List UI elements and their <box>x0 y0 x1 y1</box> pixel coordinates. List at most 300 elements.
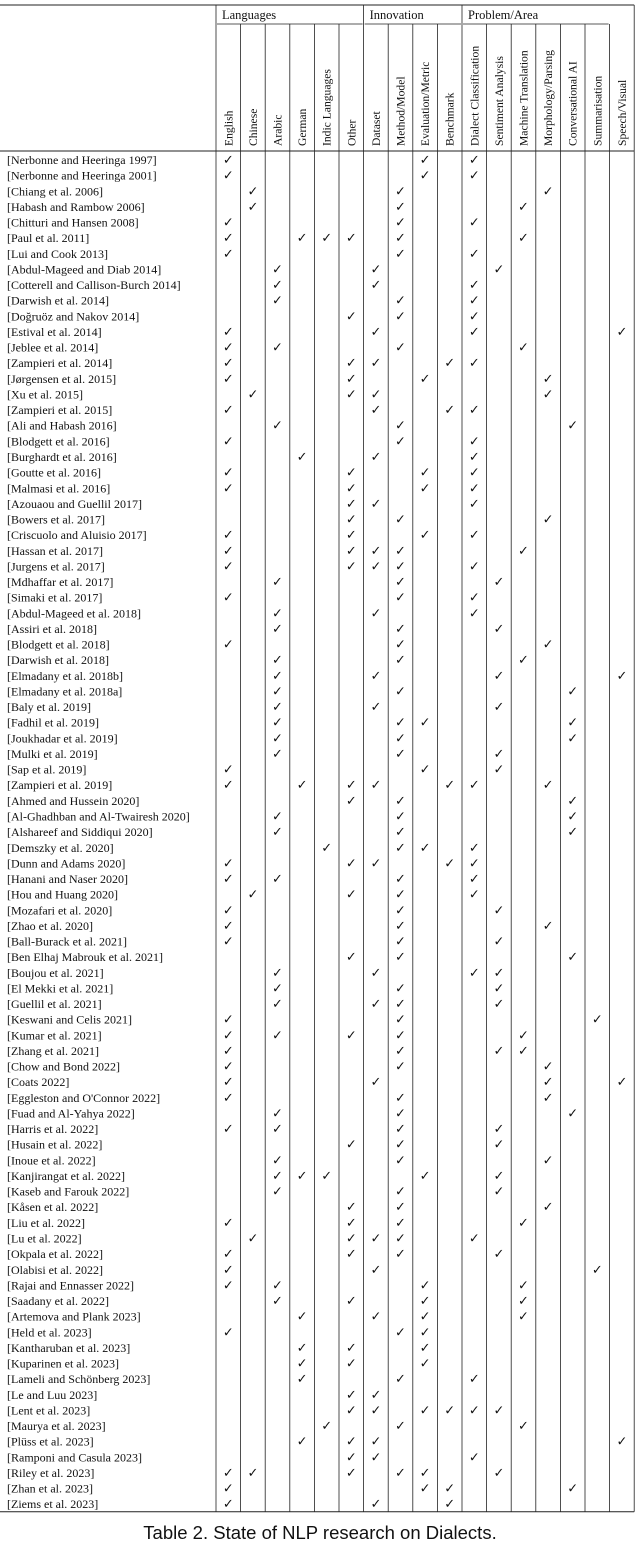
check-mark: ✓ <box>395 590 406 606</box>
row-reference: [Lent et al. 2023] <box>7 1403 91 1418</box>
check-mark: ✓ <box>444 1481 456 1497</box>
group-header-1: Innovation <box>369 8 424 22</box>
check-mark: ✓ <box>395 825 406 841</box>
check-mark: ✓ <box>542 918 554 934</box>
check-mark: ✓ <box>272 809 283 825</box>
check-mark: ✓ <box>395 246 406 262</box>
check-mark: ✓ <box>296 1356 308 1372</box>
check-mark: ✓ <box>468 153 480 169</box>
check-mark: ✓ <box>222 1028 234 1044</box>
row-reference: [Dunn and Adams 2020] <box>7 856 126 871</box>
row-reference: [Demszky et al. 2020] <box>7 840 114 855</box>
check-mark: ✓ <box>468 215 480 231</box>
check-mark: ✓ <box>222 1059 234 1075</box>
check-mark: ✓ <box>468 590 480 606</box>
check-mark: ✓ <box>468 606 480 622</box>
row-reference: [Chow and Bond 2022] <box>7 1059 120 1074</box>
row-reference: [Zhan et al. 2023] <box>7 1481 93 1496</box>
row-reference: [Zampieri et al. 2015] <box>7 403 113 418</box>
check-mark: ✓ <box>542 387 554 403</box>
check-mark: ✓ <box>493 668 505 684</box>
check-mark: ✓ <box>591 1262 603 1278</box>
check-mark: ✓ <box>272 746 283 762</box>
check-mark: ✓ <box>395 731 406 747</box>
row-reference: [Chiang et al. 2006] <box>7 184 103 199</box>
row-reference: [Coats 2022] <box>7 1075 70 1090</box>
check-mark: ✓ <box>591 1012 603 1028</box>
row-reference: [Lui and Cook 2013] <box>7 246 108 261</box>
check-mark: ✓ <box>395 1200 406 1216</box>
check-mark: ✓ <box>444 778 456 794</box>
check-mark: ✓ <box>542 637 554 653</box>
check-mark: ✓ <box>222 168 234 184</box>
check-mark: ✓ <box>296 778 308 794</box>
check-mark: ✓ <box>419 465 431 481</box>
row-reference: [Assiri et al. 2018] <box>7 621 97 636</box>
check-mark: ✓ <box>419 1481 431 1497</box>
check-mark: ✓ <box>272 293 283 309</box>
group-header-0: Languages <box>222 8 277 22</box>
check-mark: ✓ <box>370 1231 382 1247</box>
column-header: Morphology/Parsing <box>542 50 556 146</box>
check-mark: ✓ <box>493 762 505 778</box>
check-mark: ✓ <box>419 1309 431 1325</box>
check-mark: ✓ <box>345 887 357 903</box>
check-mark: ✓ <box>345 1434 357 1450</box>
check-mark: ✓ <box>444 1497 456 1513</box>
check-mark: ✓ <box>468 403 480 419</box>
check-mark: ✓ <box>395 872 406 888</box>
check-mark: ✓ <box>222 590 234 606</box>
check-mark: ✓ <box>247 199 259 215</box>
check-mark: ✓ <box>542 1075 554 1091</box>
check-mark: ✓ <box>345 1231 357 1247</box>
check-mark: ✓ <box>272 1028 283 1044</box>
row-reference: [Riley et al. 2023] <box>7 1465 95 1480</box>
check-mark: ✓ <box>395 434 406 450</box>
check-mark: ✓ <box>468 1231 480 1247</box>
check-mark: ✓ <box>542 1200 554 1216</box>
check-mark: ✓ <box>370 700 382 716</box>
row-reference: [Criscuolo and Aluisio 2017] <box>7 528 147 543</box>
check-mark: ✓ <box>247 184 259 200</box>
check-mark: ✓ <box>272 1168 283 1184</box>
check-mark: ✓ <box>518 1215 529 1231</box>
check-mark: ✓ <box>395 512 406 528</box>
check-mark: ✓ <box>493 262 505 278</box>
row-reference: [Fuad and Al-Yahya 2022] <box>7 1106 135 1121</box>
check-mark: ✓ <box>370 1450 382 1466</box>
check-mark: ✓ <box>395 1059 406 1075</box>
check-mark: ✓ <box>395 215 406 231</box>
check-mark: ✓ <box>345 496 357 512</box>
row-reference: [Joukhadar et al. 2019] <box>7 731 118 746</box>
check-mark: ✓ <box>272 715 283 731</box>
check-mark: ✓ <box>419 715 431 731</box>
check-mark: ✓ <box>419 1325 431 1341</box>
check-mark: ✓ <box>272 278 283 294</box>
check-mark: ✓ <box>468 1372 480 1388</box>
check-mark: ✓ <box>272 1184 283 1200</box>
check-mark: ✓ <box>345 1247 357 1263</box>
row-reference: [Darwish et al. 2014] <box>7 293 109 308</box>
check-mark: ✓ <box>616 1075 628 1091</box>
check-mark: ✓ <box>419 1356 431 1372</box>
check-mark: ✓ <box>345 778 357 794</box>
row-reference: [Ben Elhaj Mabrouk et al. 2021] <box>7 950 163 965</box>
check-mark: ✓ <box>345 559 357 575</box>
check-mark: ✓ <box>419 1294 431 1310</box>
check-mark: ✓ <box>222 1497 234 1513</box>
row-reference: [Burghardt et al. 2016] <box>7 450 117 464</box>
row-reference: [Zhang et al. 2021] <box>7 1043 99 1058</box>
check-mark: ✓ <box>419 153 431 169</box>
check-mark: ✓ <box>395 887 406 903</box>
check-mark: ✓ <box>395 559 406 575</box>
check-mark: ✓ <box>493 981 505 997</box>
check-mark: ✓ <box>222 481 234 497</box>
column-header: Conversational AI <box>566 61 580 146</box>
check-mark: ✓ <box>272 621 283 637</box>
check-mark: ✓ <box>345 1403 357 1419</box>
row-reference: [Azouaou and Guellil 2017] <box>7 496 142 511</box>
check-mark: ✓ <box>493 965 505 981</box>
check-mark: ✓ <box>468 872 480 888</box>
check-mark: ✓ <box>567 715 579 731</box>
row-reference: [Ramponi and Casula 2023] <box>7 1450 142 1465</box>
check-mark: ✓ <box>493 934 505 950</box>
check-mark: ✓ <box>370 1434 382 1450</box>
check-mark: ✓ <box>419 840 431 856</box>
check-mark: ✓ <box>518 543 529 559</box>
check-mark: ✓ <box>222 215 234 231</box>
row-reference: [Alshareef and Siddiqui 2020] <box>7 825 153 840</box>
check-mark: ✓ <box>493 1184 505 1200</box>
check-mark: ✓ <box>518 653 529 669</box>
check-mark: ✓ <box>370 606 382 622</box>
check-mark: ✓ <box>345 1340 357 1356</box>
check-mark: ✓ <box>395 1465 406 1481</box>
row-reference: [Keswani and Celis 2021] <box>7 1012 132 1027</box>
check-mark: ✓ <box>468 450 480 465</box>
row-reference: [Doğruöz and Nakov 2014] <box>7 309 140 324</box>
check-mark: ✓ <box>272 700 283 716</box>
row-reference: [Plüss et al. 2023] <box>7 1434 94 1449</box>
check-mark: ✓ <box>222 403 234 419</box>
check-mark: ✓ <box>370 965 382 981</box>
check-mark: ✓ <box>567 684 579 700</box>
column-header: Sentiment Analysis <box>492 56 506 146</box>
check-mark: ✓ <box>345 231 357 247</box>
check-mark: ✓ <box>222 1012 234 1028</box>
check-mark: ✓ <box>222 231 234 247</box>
row-reference: [Bowers et al. 2017] <box>7 512 105 527</box>
check-mark: ✓ <box>222 340 234 356</box>
check-mark: ✓ <box>395 1247 406 1263</box>
check-mark: ✓ <box>272 418 283 434</box>
row-reference: [Maurya et al. 2023] <box>7 1419 106 1434</box>
check-mark: ✓ <box>419 528 431 544</box>
check-mark: ✓ <box>395 934 406 950</box>
check-mark: ✓ <box>370 778 382 794</box>
row-reference: [Ziems et al. 2023] <box>7 1497 99 1512</box>
row-reference: [Jørgensen et al. 2015] <box>7 371 117 386</box>
row-reference: [Nerbonne and Heeringa 1997] <box>7 153 157 168</box>
check-mark: ✓ <box>247 1231 259 1247</box>
check-mark: ✓ <box>222 778 234 794</box>
check-mark: ✓ <box>272 684 283 700</box>
check-mark: ✓ <box>395 903 406 919</box>
check-mark: ✓ <box>272 965 283 981</box>
check-mark: ✓ <box>518 340 529 356</box>
check-mark: ✓ <box>370 668 382 684</box>
check-mark: ✓ <box>567 950 579 966</box>
check-mark: ✓ <box>468 887 480 903</box>
column-header: Benchmark <box>443 92 457 146</box>
check-mark: ✓ <box>247 387 259 403</box>
row-reference: [Husain et al. 2022] <box>7 1137 103 1152</box>
check-mark: ✓ <box>468 324 480 340</box>
check-mark: ✓ <box>468 168 480 184</box>
row-reference: [Kantharuban et al. 2023] <box>7 1340 131 1355</box>
check-mark: ✓ <box>272 981 283 997</box>
row-reference: [Zampieri et al. 2019] <box>7 778 113 793</box>
check-mark: ✓ <box>395 1106 406 1122</box>
check-mark: ✓ <box>272 1278 283 1294</box>
check-mark: ✓ <box>222 1465 234 1481</box>
column-header: Dialect Classification <box>468 45 482 146</box>
row-reference: [Baly et al. 2019] <box>7 700 91 715</box>
check-mark: ✓ <box>345 371 357 387</box>
check-mark: ✓ <box>370 496 382 512</box>
check-mark: ✓ <box>222 1122 234 1138</box>
row-reference: [Blodgett et al. 2018] <box>7 637 110 652</box>
row-reference: [Elmadany et al. 2018a] <box>7 684 123 699</box>
check-mark: ✓ <box>345 1387 357 1403</box>
column-header: Summarisation <box>591 75 605 146</box>
check-mark: ✓ <box>468 356 480 372</box>
check-mark: ✓ <box>296 1309 308 1325</box>
check-mark: ✓ <box>567 1106 579 1122</box>
check-mark: ✓ <box>395 1043 406 1059</box>
check-mark: ✓ <box>395 637 406 653</box>
check-mark: ✓ <box>567 809 579 825</box>
row-reference: [Rajai and Ennasser 2022] <box>7 1278 134 1293</box>
check-mark: ✓ <box>395 840 406 856</box>
row-reference: [Goutte et al. 2016] <box>7 465 101 480</box>
check-mark: ✓ <box>222 528 234 544</box>
check-mark: ✓ <box>468 559 480 575</box>
row-reference: [Abdul-Mageed et al. 2018] <box>7 606 141 621</box>
check-mark: ✓ <box>395 809 406 825</box>
row-reference: [Paul et al. 2011] <box>7 231 90 246</box>
check-mark: ✓ <box>395 1231 406 1247</box>
check-mark: ✓ <box>493 1122 505 1138</box>
check-mark: ✓ <box>345 387 357 403</box>
group-header-2: Problem/Area <box>468 8 539 22</box>
check-mark: ✓ <box>222 1247 234 1263</box>
check-mark: ✓ <box>444 856 456 872</box>
check-mark: ✓ <box>419 1278 431 1294</box>
row-reference: [Okpala et al. 2022] <box>7 1247 103 1262</box>
check-mark: ✓ <box>395 293 406 309</box>
check-mark: ✓ <box>542 1059 554 1075</box>
check-mark: ✓ <box>345 528 357 544</box>
column-header: German <box>296 108 310 146</box>
check-mark: ✓ <box>321 1419 333 1435</box>
check-mark: ✓ <box>395 309 406 325</box>
check-mark: ✓ <box>395 1372 406 1388</box>
check-mark: ✓ <box>321 840 333 856</box>
check-mark: ✓ <box>395 199 406 215</box>
check-mark: ✓ <box>395 1090 406 1106</box>
check-mark: ✓ <box>321 1168 333 1184</box>
check-mark: ✓ <box>542 512 554 528</box>
check-mark: ✓ <box>493 997 505 1013</box>
row-reference: [Simaki et al. 2017] <box>7 590 103 605</box>
check-mark: ✓ <box>468 496 480 512</box>
check-mark: ✓ <box>370 997 382 1013</box>
column-header: Chinese <box>246 108 260 146</box>
check-mark: ✓ <box>395 1325 406 1341</box>
check-mark: ✓ <box>222 1481 234 1497</box>
check-mark: ✓ <box>222 371 234 387</box>
check-mark: ✓ <box>222 465 234 481</box>
row-reference: [Hassan et al. 2017] <box>7 543 103 558</box>
check-mark: ✓ <box>222 356 234 372</box>
check-mark: ✓ <box>296 450 308 465</box>
check-mark: ✓ <box>493 903 505 919</box>
row-reference: [Sap et al. 2019] <box>7 762 87 777</box>
check-mark: ✓ <box>468 481 480 497</box>
row-reference: [Blodgett et al. 2016] <box>7 434 110 449</box>
check-mark: ✓ <box>468 278 480 294</box>
check-mark: ✓ <box>272 1294 283 1310</box>
check-mark: ✓ <box>493 621 505 637</box>
row-reference: [Fadhil et al. 2019] <box>7 715 99 730</box>
check-mark: ✓ <box>370 1075 382 1091</box>
check-mark: ✓ <box>296 1340 308 1356</box>
check-mark: ✓ <box>296 1434 308 1450</box>
check-mark: ✓ <box>345 465 357 481</box>
check-mark: ✓ <box>395 418 406 434</box>
check-mark: ✓ <box>272 340 283 356</box>
check-mark: ✓ <box>222 637 234 653</box>
check-mark: ✓ <box>395 746 406 762</box>
check-mark: ✓ <box>616 324 628 340</box>
check-mark: ✓ <box>370 1262 382 1278</box>
check-mark: ✓ <box>222 153 234 169</box>
check-mark: ✓ <box>395 653 406 669</box>
check-mark: ✓ <box>468 965 480 981</box>
check-mark: ✓ <box>247 1465 259 1481</box>
check-mark: ✓ <box>370 1497 382 1513</box>
check-mark: ✓ <box>222 762 234 778</box>
check-mark: ✓ <box>616 668 628 684</box>
check-mark: ✓ <box>370 856 382 872</box>
check-mark: ✓ <box>370 262 382 278</box>
check-mark: ✓ <box>493 1168 505 1184</box>
check-mark: ✓ <box>395 340 406 356</box>
row-reference: [Malmasi et al. 2016] <box>7 481 111 496</box>
row-reference: [Estival et al. 2014] <box>7 324 102 339</box>
check-mark: ✓ <box>370 1403 382 1419</box>
column-header: Other <box>345 119 359 146</box>
row-reference: [Olabisi et al. 2022] <box>7 1262 103 1277</box>
check-mark: ✓ <box>272 825 283 841</box>
row-reference: [Saadany et al. 2022] <box>7 1294 109 1309</box>
row-reference: [Held et al. 2023] <box>7 1325 92 1340</box>
row-reference: [Chitturi and Hansen 2008] <box>7 215 139 230</box>
check-mark: ✓ <box>222 543 234 559</box>
check-mark: ✓ <box>222 1262 234 1278</box>
check-mark: ✓ <box>296 1372 308 1388</box>
check-mark: ✓ <box>370 450 382 465</box>
check-mark: ✓ <box>222 434 234 450</box>
check-mark: ✓ <box>345 512 357 528</box>
row-reference: [Cotterell and Callison-Burch 2014] <box>7 278 181 293</box>
check-mark: ✓ <box>419 1465 431 1481</box>
check-mark: ✓ <box>468 856 480 872</box>
check-mark: ✓ <box>345 1450 357 1466</box>
check-mark: ✓ <box>272 606 283 622</box>
check-mark: ✓ <box>345 481 357 497</box>
check-mark: ✓ <box>493 1465 505 1481</box>
check-mark: ✓ <box>518 1294 529 1310</box>
row-reference: [Kaseb and Farouk 2022] <box>7 1184 130 1199</box>
check-mark: ✓ <box>395 918 406 934</box>
row-reference: [Boujou et al. 2021] <box>7 965 104 980</box>
row-reference: [Ali and Habash 2016] <box>7 418 117 433</box>
check-mark: ✓ <box>222 918 234 934</box>
check-mark: ✓ <box>493 1043 505 1059</box>
check-mark: ✓ <box>518 1419 529 1435</box>
check-mark: ✓ <box>272 262 283 278</box>
check-mark: ✓ <box>542 1153 554 1169</box>
row-reference: [Guellil et al. 2021] <box>7 997 102 1012</box>
check-mark: ✓ <box>296 1168 308 1184</box>
row-reference: [Zampieri et al. 2014] <box>7 356 113 371</box>
check-mark: ✓ <box>345 356 357 372</box>
column-header: Evaluation/Metric <box>419 61 433 146</box>
check-mark: ✓ <box>567 825 579 841</box>
column-header: Indic Languages <box>320 69 334 146</box>
check-mark: ✓ <box>345 1028 357 1044</box>
check-mark: ✓ <box>321 231 333 247</box>
column-header: Arabic <box>271 114 285 146</box>
check-mark: ✓ <box>542 184 554 200</box>
check-mark: ✓ <box>272 1153 283 1169</box>
check-mark: ✓ <box>272 731 283 747</box>
check-mark: ✓ <box>542 1090 554 1106</box>
column-header: Dataset <box>369 111 383 146</box>
check-mark: ✓ <box>468 246 480 262</box>
row-reference: [Hanani and Naser 2020] <box>7 872 128 887</box>
check-mark: ✓ <box>493 1137 505 1153</box>
column-header: English <box>222 110 236 146</box>
row-reference: [Artemova and Plank 2023] <box>7 1309 141 1324</box>
column-header: Machine Translation <box>517 50 531 146</box>
check-mark: ✓ <box>395 543 406 559</box>
row-reference: [Nerbonne and Heeringa 2001] <box>7 168 157 183</box>
row-reference: [Ball-Burack et al. 2021] <box>7 934 127 949</box>
row-reference: [Liu et al. 2022] <box>7 1215 85 1230</box>
row-reference: [Harris et al. 2022] <box>7 1122 99 1137</box>
check-mark: ✓ <box>222 856 234 872</box>
row-reference: [Elmadany et al. 2018b] <box>7 668 123 683</box>
check-mark: ✓ <box>395 1184 406 1200</box>
check-mark: ✓ <box>542 778 554 794</box>
